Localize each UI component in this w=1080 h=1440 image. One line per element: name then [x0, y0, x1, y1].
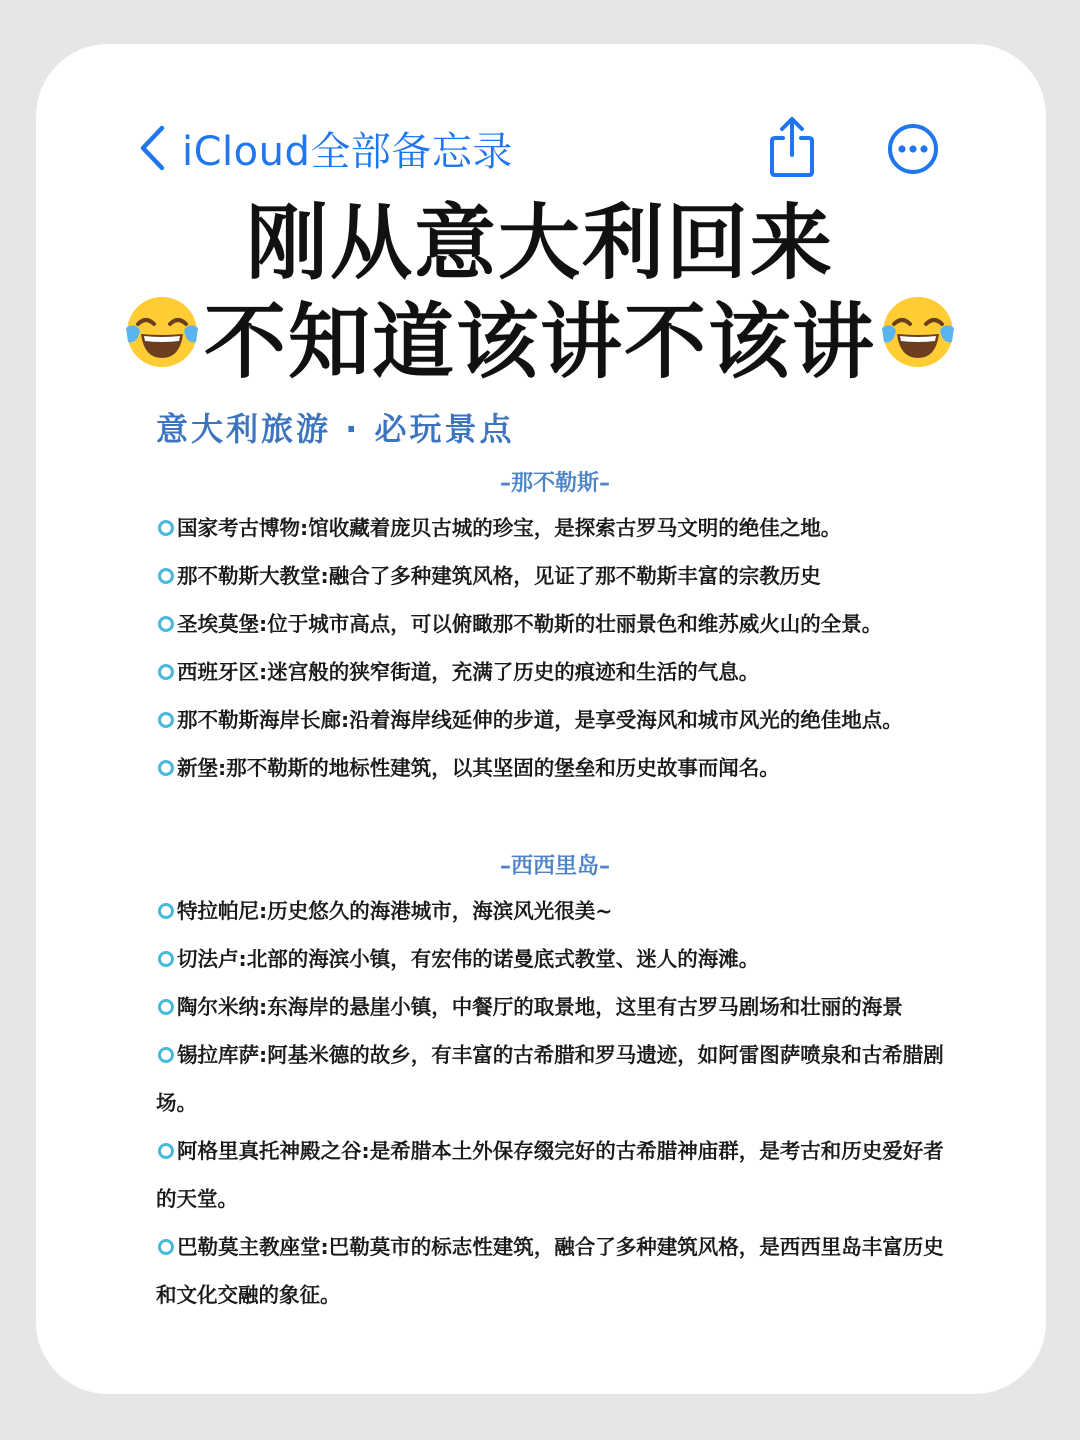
share-button[interactable] [766, 114, 818, 184]
title-line-1: 刚从意大利回来 [245, 196, 834, 291]
nav-bar [138, 112, 948, 184]
chevron-left-icon [138, 125, 166, 171]
ring-bullet-icon [158, 999, 174, 1015]
list-item: 那不勒斯大教堂:融合了多种建筑风格，见证了那不勒斯丰富的宗教历史 [156, 552, 956, 600]
list-item: 西班牙区:迷宫般的狭窄街道，充满了历史的痕迹和生活的气息。 [156, 648, 956, 696]
list-item: 巴勒莫主教座堂:巴勒莫市的标志性建筑，融合了多种建筑风格，是西西里岛丰富历史和文化交融的象征。 [156, 1235, 944, 1307]
list-sicily [156, 887, 956, 1319]
list-item: 新堡:那不勒斯的地标性建筑，以其坚固的堡垒和历史故事而闻名。 [156, 744, 956, 792]
list-item: 切法卢:北部的海滨小镇，有宏伟的诺曼底式教堂、迷人的海滩。 [156, 935, 956, 983]
list-item: 陶尔米纳:东海岸的悬崖小镇，中餐厅的取景地，这里有古罗马剧场和壮丽的海景 [156, 983, 956, 1031]
list-naples [156, 504, 956, 792]
laughing-tears-emoji-icon [124, 294, 200, 391]
title-line-2: 不知道该讲不该讲 [203, 294, 876, 390]
list-item: 那不勒斯海岸长廊:沿着海岸线延伸的步道，是享受海风和城市风光的绝佳地点。 [156, 696, 956, 744]
ring-bullet-icon [158, 520, 174, 536]
subtitle: 意大利旅游 · 必玩景点 [156, 410, 515, 448]
section-heading-naples: –那不勒斯– [499, 471, 610, 496]
list-item: 圣埃莫堡:位于城市高点，可以俯瞰那不勒斯的壮丽景色和维苏威火山的全景。 [156, 600, 956, 648]
back-button[interactable] [138, 116, 513, 180]
more-icon [886, 161, 940, 180]
ring-bullet-icon [158, 1143, 174, 1159]
list-item: 锡拉库萨:阿基米德的故乡，有丰富的古希腊和罗马遗迹，如阿雷图萨喷泉和古希腊剧场。 [156, 1043, 944, 1115]
ring-bullet-icon [158, 568, 174, 584]
ring-bullet-icon [158, 903, 174, 919]
section-heading-sicily: –西西里岛– [499, 854, 610, 879]
more-button[interactable] [886, 122, 940, 180]
laughing-tears-emoji-icon [880, 294, 956, 391]
list-item: 特拉帕尼:历史悠久的海港城市，海滨风光很美~ [156, 887, 956, 935]
back-label: iCloud全部备忘录 [182, 128, 513, 175]
ring-bullet-icon [158, 951, 174, 967]
ring-bullet-icon [158, 1047, 174, 1063]
share-icon [766, 165, 818, 184]
ring-bullet-icon [158, 760, 174, 776]
ring-bullet-icon [158, 664, 174, 680]
ring-bullet-icon [158, 1239, 174, 1255]
title-line-2-row [0, 294, 1080, 391]
list-item: 国家考古博物:馆收藏着庞贝古城的珍宝，是探索古罗马文明的绝佳之地。 [156, 504, 956, 552]
ring-bullet-icon [158, 712, 174, 728]
ring-bullet-icon [158, 616, 174, 632]
list-item: 阿格里真托神殿之谷:是希腊本土外保存缀完好的古希腊神庙群，是考古和历史爱好者的天堂。 [156, 1139, 944, 1211]
